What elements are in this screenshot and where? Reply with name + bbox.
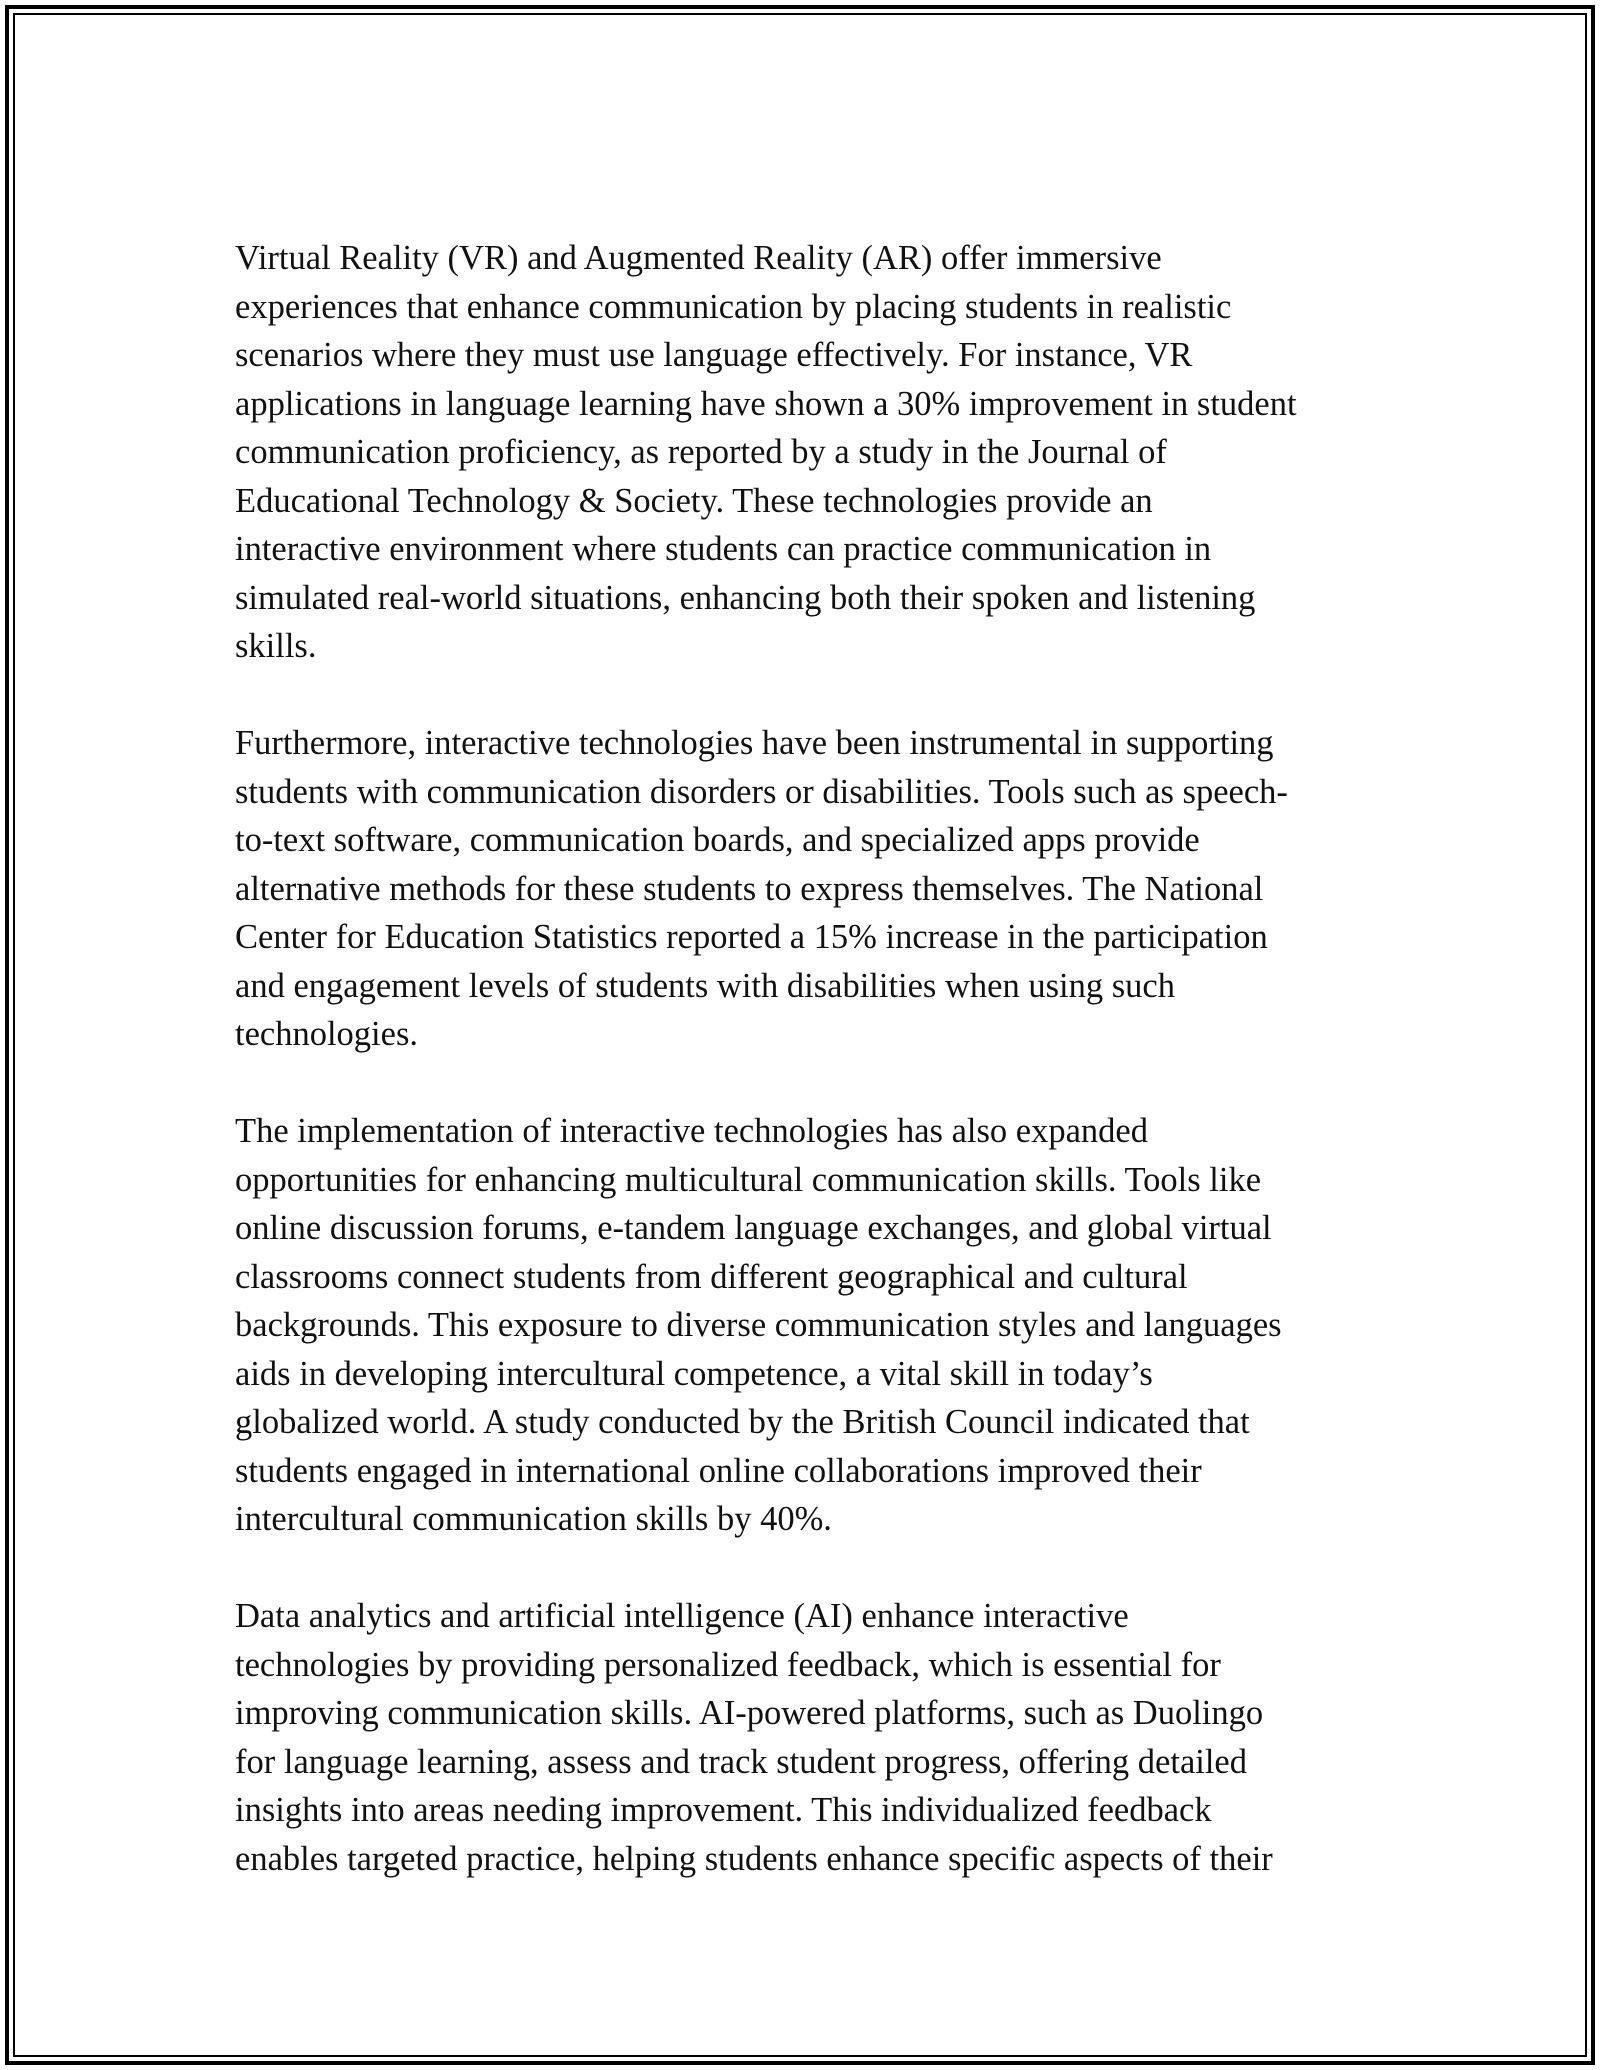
text-line: Furthermore, interactive technologies have been instrumental in supporting [235,724,1274,762]
text-line: Center for Education Statistics reported a 15% increase in the participation [235,918,1268,956]
paragraph-multicultural [235,1107,1375,1544]
text-line: globalized world. A study conducted by the British Council indicated that [235,1403,1250,1441]
text-line: backgrounds. This exposure to diverse communication styles and languages [235,1306,1282,1344]
text-line: simulated real-world situations, enhancing both their spoken and listening [235,578,1256,617]
text-line: communication proficiency, as reported by a study in the Journal of [235,433,1167,471]
text-line: opportunities for enhancing multicultural communication skills. Tools like [235,1160,1262,1199]
text-line: interactive environment where students can practice communication in [235,530,1212,568]
text-line: Virtual Reality (VR) and Augmented Reality (AR) offer immersive [235,239,1162,277]
text-line: Data analytics and artificial intelligence (AI) enhance interactive [235,1597,1129,1635]
text-line: technologies. [235,1015,418,1053]
text-line: students with communication disorders or disabilities. Tools such as speech- [235,772,1288,811]
text-line: intercultural communication skills by 40%. [235,1500,832,1538]
paragraph-vr-ar [235,234,1375,671]
text-line: scenarios where they must use language effectively. For instance, VR [235,336,1193,374]
document-body [235,234,1375,1932]
text-line: technologies by providing personalized feedback, which is essential for [235,1645,1221,1684]
text-line: enables targeted practice, helping students enhance specific aspects of their [235,1839,1273,1878]
text-line: alternative methods for these students to express themselves. The National [235,869,1264,908]
text-line: insights into areas needing improvement. This individualized feedback [235,1791,1212,1829]
text-line: skills. [235,627,317,665]
text-line: to-text software, communication boards, and specialized apps provide [235,821,1200,859]
paragraph-ai-analytics [235,1592,1375,1883]
text-line: online discussion forums, e-tandem language exchanges, and global virtual [235,1209,1272,1247]
text-line: aids in developing intercultural competence, a vital skill in today’s [235,1354,1153,1393]
text-line: classrooms connect students from different geographical and cultural [235,1257,1188,1296]
text-line: applications in language learning have shown a 30% improvement in student [235,384,1297,423]
text-line: experiences that enhance communication by placing students in realistic [235,287,1232,326]
text-line: students engaged in international online collaborations improved their [235,1451,1202,1490]
paragraph-disabilities [235,719,1375,1059]
text-line: and engagement levels of students with disabilities when using such [235,966,1175,1005]
text-line: Educational Technology & Society. These technologies provide an [235,481,1153,520]
text-line: The implementation of interactive technologies has also expanded [235,1112,1148,1150]
text-line: improving communication skills. AI-powered platforms, such as Duolingo [235,1694,1264,1732]
text-line: for language learning, assess and track student progress, offering detailed [235,1742,1247,1781]
